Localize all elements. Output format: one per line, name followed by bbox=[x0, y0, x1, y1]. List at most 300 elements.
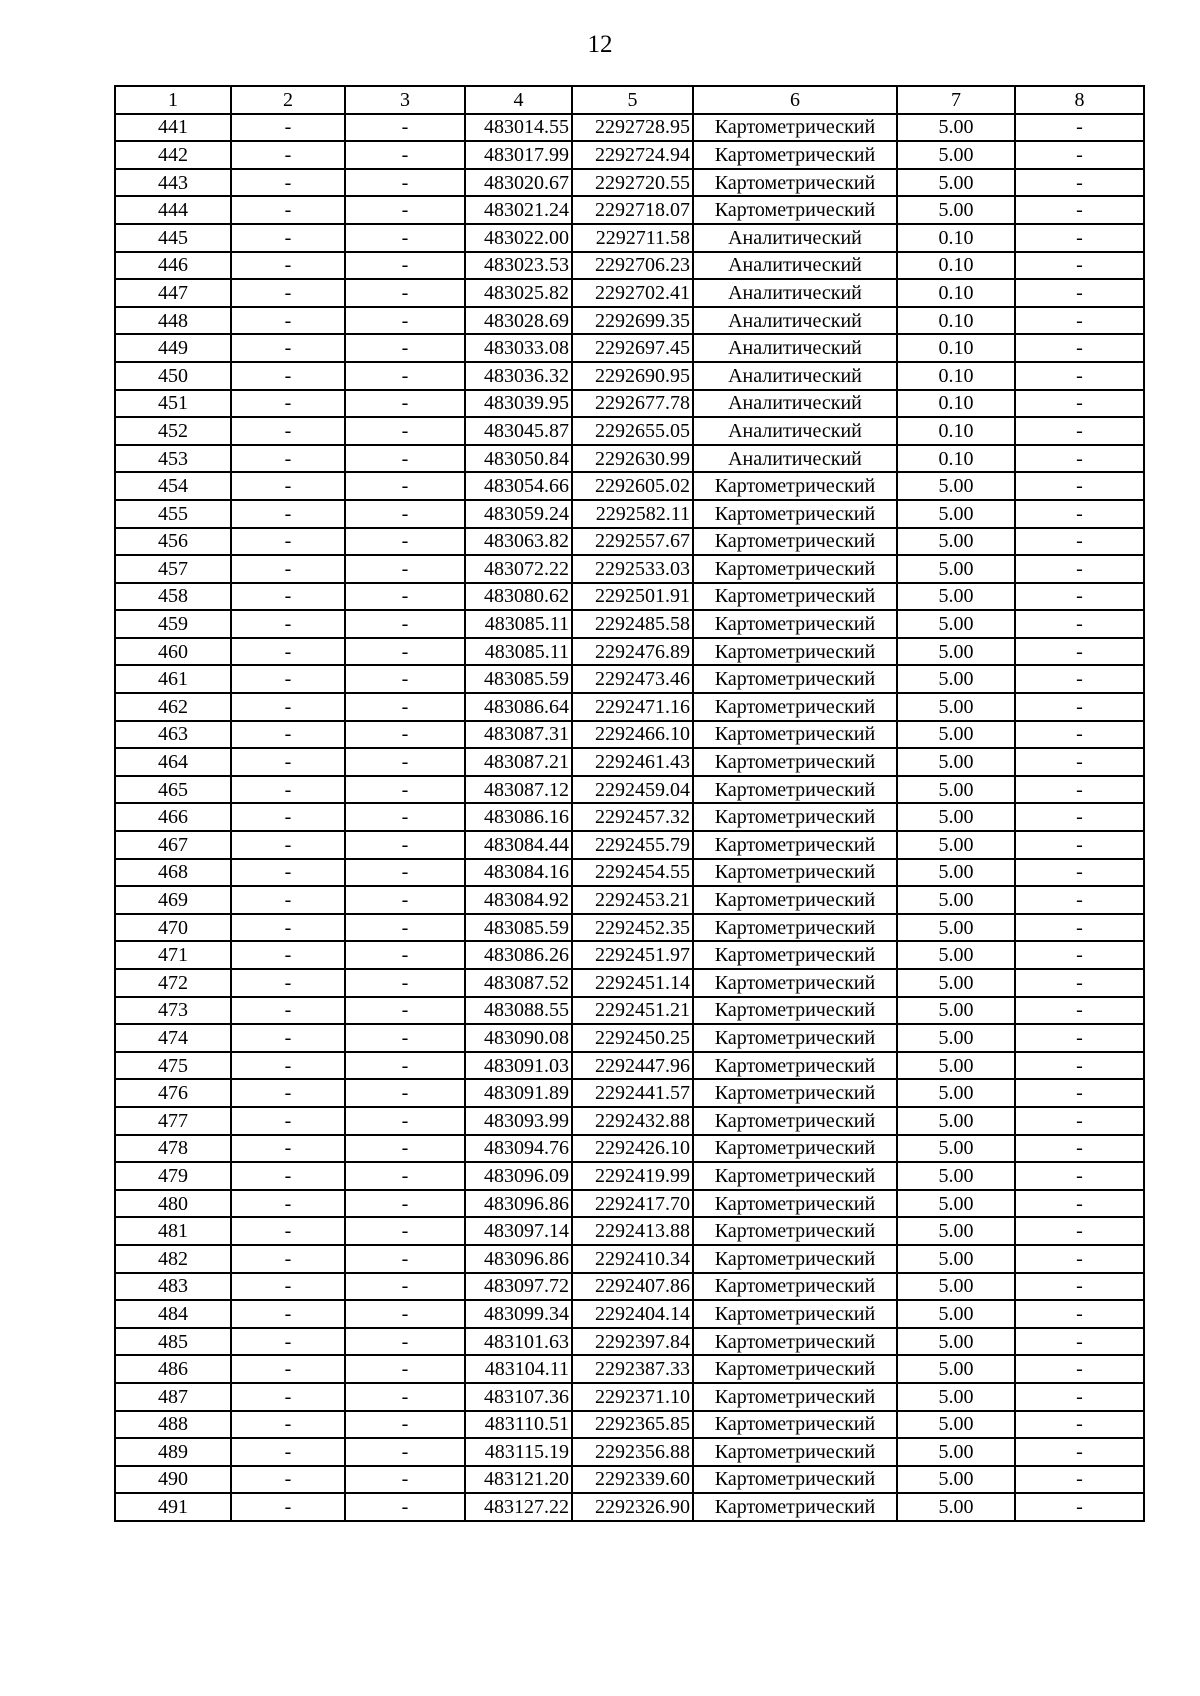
cell-coord-y: 2292711.58 bbox=[572, 224, 693, 252]
cell-col-8: - bbox=[1015, 1273, 1144, 1301]
page-number: 12 bbox=[587, 31, 613, 58]
cell-col-2: - bbox=[231, 1383, 345, 1411]
cell-col-2: - bbox=[231, 1135, 345, 1163]
cell-col-8: - bbox=[1015, 1300, 1144, 1328]
cell-method: Аналитический bbox=[693, 390, 897, 418]
cell-point-number: 463 bbox=[115, 721, 231, 749]
cell-coord-y: 2292404.14 bbox=[572, 1300, 693, 1328]
cell-coord-x: 483090.08 bbox=[465, 1024, 572, 1052]
cell-accuracy: 5.00 bbox=[897, 141, 1015, 169]
cell-coord-x: 483084.44 bbox=[465, 831, 572, 859]
table-row bbox=[115, 1411, 1144, 1439]
table-row bbox=[115, 1079, 1144, 1107]
table-row bbox=[115, 997, 1144, 1025]
cell-point-number: 490 bbox=[115, 1466, 231, 1494]
table-row bbox=[115, 1493, 1144, 1521]
cell-coord-y: 2292720.55 bbox=[572, 169, 693, 197]
cell-coord-y: 2292485.58 bbox=[572, 610, 693, 638]
table-row bbox=[115, 334, 1144, 362]
cell-coord-y: 2292397.84 bbox=[572, 1328, 693, 1356]
cell-method: Картометрический bbox=[693, 1135, 897, 1163]
cell-col-3: - bbox=[345, 997, 465, 1025]
cell-point-number: 484 bbox=[115, 1300, 231, 1328]
cell-point-number: 469 bbox=[115, 886, 231, 914]
cell-point-number: 483 bbox=[115, 1273, 231, 1301]
cell-col-8: - bbox=[1015, 390, 1144, 418]
cell-col-2: - bbox=[231, 693, 345, 721]
cell-col-2: - bbox=[231, 390, 345, 418]
cell-point-number: 461 bbox=[115, 665, 231, 693]
cell-method: Картометрический bbox=[693, 1052, 897, 1080]
cell-coord-x: 483085.59 bbox=[465, 914, 572, 942]
cell-coord-y: 2292410.34 bbox=[572, 1245, 693, 1273]
cell-col-2: - bbox=[231, 969, 345, 997]
cell-col-8: - bbox=[1015, 776, 1144, 804]
table-row bbox=[115, 831, 1144, 859]
table-row bbox=[115, 445, 1144, 473]
cell-coord-x: 483096.86 bbox=[465, 1190, 572, 1218]
cell-accuracy: 0.10 bbox=[897, 279, 1015, 307]
cell-col-2: - bbox=[231, 1079, 345, 1107]
table-row bbox=[115, 721, 1144, 749]
cell-accuracy: 5.00 bbox=[897, 1052, 1015, 1080]
cell-accuracy: 5.00 bbox=[897, 1383, 1015, 1411]
table-row bbox=[115, 362, 1144, 390]
cell-col-3: - bbox=[345, 334, 465, 362]
cell-point-number: 462 bbox=[115, 693, 231, 721]
cell-point-number: 487 bbox=[115, 1383, 231, 1411]
cell-coord-x: 483085.59 bbox=[465, 665, 572, 693]
cell-accuracy: 5.00 bbox=[897, 831, 1015, 859]
cell-method: Картометрический bbox=[693, 721, 897, 749]
cell-col-3: - bbox=[345, 1079, 465, 1107]
cell-col-2: - bbox=[231, 914, 345, 942]
cell-point-number: 477 bbox=[115, 1107, 231, 1135]
coordinates-table bbox=[114, 85, 1145, 1522]
cell-accuracy: 0.10 bbox=[897, 252, 1015, 280]
cell-method: Картометрический bbox=[693, 169, 897, 197]
cell-coord-y: 2292441.57 bbox=[572, 1079, 693, 1107]
cell-coord-y: 2292407.86 bbox=[572, 1273, 693, 1301]
cell-col-3: - bbox=[345, 417, 465, 445]
cell-col-3: - bbox=[345, 472, 465, 500]
cell-col-3: - bbox=[345, 941, 465, 969]
cell-coord-y: 2292339.60 bbox=[572, 1466, 693, 1494]
cell-accuracy: 5.00 bbox=[897, 803, 1015, 831]
cell-col-2: - bbox=[231, 472, 345, 500]
cell-col-2: - bbox=[231, 748, 345, 776]
cell-accuracy: 5.00 bbox=[897, 1245, 1015, 1273]
cell-point-number: 491 bbox=[115, 1493, 231, 1521]
table-row bbox=[115, 279, 1144, 307]
cell-col-8: - bbox=[1015, 114, 1144, 142]
table-row bbox=[115, 803, 1144, 831]
cell-coord-y: 2292533.03 bbox=[572, 555, 693, 583]
table-row bbox=[115, 1383, 1144, 1411]
cell-col-2: - bbox=[231, 776, 345, 804]
cell-col-3: - bbox=[345, 1438, 465, 1466]
cell-col-3: - bbox=[345, 1052, 465, 1080]
cell-col-3: - bbox=[345, 1328, 465, 1356]
cell-col-3: - bbox=[345, 831, 465, 859]
column-header-6: 6 bbox=[693, 86, 897, 114]
cell-accuracy: 5.00 bbox=[897, 721, 1015, 749]
cell-accuracy: 5.00 bbox=[897, 638, 1015, 666]
cell-accuracy: 0.10 bbox=[897, 224, 1015, 252]
cell-accuracy: 5.00 bbox=[897, 583, 1015, 611]
cell-col-2: - bbox=[231, 362, 345, 390]
cell-method: Картометрический bbox=[693, 803, 897, 831]
cell-col-8: - bbox=[1015, 169, 1144, 197]
cell-coord-x: 483045.87 bbox=[465, 417, 572, 445]
cell-col-8: - bbox=[1015, 555, 1144, 583]
cell-col-3: - bbox=[345, 1245, 465, 1273]
table-row bbox=[115, 1162, 1144, 1190]
cell-accuracy: 5.00 bbox=[897, 169, 1015, 197]
cell-col-8: - bbox=[1015, 362, 1144, 390]
cell-accuracy: 5.00 bbox=[897, 1300, 1015, 1328]
cell-col-8: - bbox=[1015, 1052, 1144, 1080]
cell-accuracy: 5.00 bbox=[897, 914, 1015, 942]
table-row bbox=[115, 307, 1144, 335]
cell-coord-x: 483104.11 bbox=[465, 1355, 572, 1383]
cell-method: Картометрический bbox=[693, 500, 897, 528]
cell-method: Аналитический bbox=[693, 224, 897, 252]
cell-col-3: - bbox=[345, 307, 465, 335]
cell-col-2: - bbox=[231, 1438, 345, 1466]
cell-coord-y: 2292706.23 bbox=[572, 252, 693, 280]
cell-coord-y: 2292450.25 bbox=[572, 1024, 693, 1052]
table-row bbox=[115, 1190, 1144, 1218]
cell-coord-x: 483054.66 bbox=[465, 472, 572, 500]
cell-accuracy: 0.10 bbox=[897, 334, 1015, 362]
table-row bbox=[115, 1355, 1144, 1383]
cell-coord-y: 2292451.21 bbox=[572, 997, 693, 1025]
table-header-row bbox=[115, 86, 1144, 114]
cell-coord-y: 2292451.14 bbox=[572, 969, 693, 997]
cell-coord-x: 483017.99 bbox=[465, 141, 572, 169]
cell-method: Картометрический bbox=[693, 472, 897, 500]
cell-coord-y: 2292466.10 bbox=[572, 721, 693, 749]
cell-accuracy: 0.10 bbox=[897, 445, 1015, 473]
cell-method: Картометрический bbox=[693, 1162, 897, 1190]
cell-coord-x: 483091.89 bbox=[465, 1079, 572, 1107]
cell-point-number: 453 bbox=[115, 445, 231, 473]
cell-col-3: - bbox=[345, 610, 465, 638]
cell-col-3: - bbox=[345, 914, 465, 942]
cell-col-2: - bbox=[231, 279, 345, 307]
column-header-1: 1 bbox=[115, 86, 231, 114]
cell-col-2: - bbox=[231, 803, 345, 831]
table-row bbox=[115, 914, 1144, 942]
cell-col-3: - bbox=[345, 279, 465, 307]
cell-coord-y: 2292432.88 bbox=[572, 1107, 693, 1135]
cell-coord-x: 483093.99 bbox=[465, 1107, 572, 1135]
cell-point-number: 451 bbox=[115, 390, 231, 418]
cell-col-2: - bbox=[231, 1273, 345, 1301]
cell-col-8: - bbox=[1015, 1024, 1144, 1052]
cell-coord-x: 483025.82 bbox=[465, 279, 572, 307]
cell-point-number: 466 bbox=[115, 803, 231, 831]
cell-coord-y: 2292473.46 bbox=[572, 665, 693, 693]
cell-col-3: - bbox=[345, 390, 465, 418]
cell-col-3: - bbox=[345, 555, 465, 583]
cell-point-number: 473 bbox=[115, 997, 231, 1025]
cell-method: Картометрический bbox=[693, 610, 897, 638]
cell-col-2: - bbox=[231, 1162, 345, 1190]
table-row bbox=[115, 169, 1144, 197]
cell-coord-y: 2292426.10 bbox=[572, 1135, 693, 1163]
cell-method: Картометрический bbox=[693, 1217, 897, 1245]
cell-coord-y: 2292371.10 bbox=[572, 1383, 693, 1411]
cell-coord-x: 483020.67 bbox=[465, 169, 572, 197]
cell-point-number: 474 bbox=[115, 1024, 231, 1052]
cell-method: Картометрический bbox=[693, 914, 897, 942]
cell-col-2: - bbox=[231, 196, 345, 224]
cell-accuracy: 5.00 bbox=[897, 941, 1015, 969]
cell-accuracy: 5.00 bbox=[897, 693, 1015, 721]
cell-coord-x: 483084.16 bbox=[465, 859, 572, 887]
cell-coord-y: 2292605.02 bbox=[572, 472, 693, 500]
cell-method: Картометрический bbox=[693, 1438, 897, 1466]
cell-col-2: - bbox=[231, 334, 345, 362]
cell-coord-x: 483050.84 bbox=[465, 445, 572, 473]
cell-coord-y: 2292451.97 bbox=[572, 941, 693, 969]
cell-point-number: 471 bbox=[115, 941, 231, 969]
cell-col-3: - bbox=[345, 1217, 465, 1245]
table-row bbox=[115, 1300, 1144, 1328]
cell-coord-y: 2292387.33 bbox=[572, 1355, 693, 1383]
cell-accuracy: 5.00 bbox=[897, 1273, 1015, 1301]
cell-coord-x: 483115.19 bbox=[465, 1438, 572, 1466]
cell-coord-x: 483127.22 bbox=[465, 1493, 572, 1521]
cell-col-2: - bbox=[231, 1024, 345, 1052]
cell-point-number: 467 bbox=[115, 831, 231, 859]
cell-col-3: - bbox=[345, 1300, 465, 1328]
cell-point-number: 480 bbox=[115, 1190, 231, 1218]
cell-col-2: - bbox=[231, 1300, 345, 1328]
cell-method: Картометрический bbox=[693, 1024, 897, 1052]
cell-coord-x: 483097.14 bbox=[465, 1217, 572, 1245]
cell-col-3: - bbox=[345, 528, 465, 556]
cell-point-number: 488 bbox=[115, 1411, 231, 1439]
cell-coord-x: 483085.11 bbox=[465, 610, 572, 638]
cell-col-2: - bbox=[231, 610, 345, 638]
cell-col-8: - bbox=[1015, 914, 1144, 942]
cell-accuracy: 5.00 bbox=[897, 1079, 1015, 1107]
cell-coord-y: 2292476.89 bbox=[572, 638, 693, 666]
cell-accuracy: 5.00 bbox=[897, 969, 1015, 997]
table-row bbox=[115, 141, 1144, 169]
cell-col-3: - bbox=[345, 1162, 465, 1190]
table-row bbox=[115, 583, 1144, 611]
cell-coord-y: 2292630.99 bbox=[572, 445, 693, 473]
cell-point-number: 481 bbox=[115, 1217, 231, 1245]
cell-method: Картометрический bbox=[693, 1245, 897, 1273]
cell-point-number: 489 bbox=[115, 1438, 231, 1466]
cell-point-number: 468 bbox=[115, 859, 231, 887]
table-row bbox=[115, 472, 1144, 500]
cell-point-number: 465 bbox=[115, 776, 231, 804]
column-header-4: 4 bbox=[465, 86, 572, 114]
cell-point-number: 455 bbox=[115, 500, 231, 528]
cell-method: Картометрический bbox=[693, 941, 897, 969]
cell-col-3: - bbox=[345, 638, 465, 666]
cell-method: Картометрический bbox=[693, 1273, 897, 1301]
cell-col-3: - bbox=[345, 583, 465, 611]
cell-col-3: - bbox=[345, 1355, 465, 1383]
cell-col-2: - bbox=[231, 417, 345, 445]
cell-coord-y: 2292697.45 bbox=[572, 334, 693, 362]
cell-point-number: 447 bbox=[115, 279, 231, 307]
cell-col-8: - bbox=[1015, 528, 1144, 556]
table-row bbox=[115, 1024, 1144, 1052]
cell-col-8: - bbox=[1015, 803, 1144, 831]
cell-accuracy: 0.10 bbox=[897, 307, 1015, 335]
cell-col-2: - bbox=[231, 1493, 345, 1521]
cell-method: Картометрический bbox=[693, 141, 897, 169]
cell-accuracy: 0.10 bbox=[897, 390, 1015, 418]
cell-method: Картометрический bbox=[693, 969, 897, 997]
cell-col-3: - bbox=[345, 776, 465, 804]
cell-col-2: - bbox=[231, 721, 345, 749]
cell-accuracy: 5.00 bbox=[897, 528, 1015, 556]
table-row bbox=[115, 417, 1144, 445]
cell-coord-y: 2292699.35 bbox=[572, 307, 693, 335]
cell-coord-y: 2292461.43 bbox=[572, 748, 693, 776]
cell-col-8: - bbox=[1015, 583, 1144, 611]
cell-col-8: - bbox=[1015, 252, 1144, 280]
cell-accuracy: 0.10 bbox=[897, 362, 1015, 390]
cell-method: Картометрический bbox=[693, 776, 897, 804]
cell-col-2: - bbox=[231, 224, 345, 252]
table-row bbox=[115, 1217, 1144, 1245]
cell-method: Картометрический bbox=[693, 1383, 897, 1411]
cell-point-number: 475 bbox=[115, 1052, 231, 1080]
cell-point-number: 446 bbox=[115, 252, 231, 280]
cell-point-number: 478 bbox=[115, 1135, 231, 1163]
cell-method: Картометрический bbox=[693, 528, 897, 556]
cell-col-8: - bbox=[1015, 1135, 1144, 1163]
table-row bbox=[115, 555, 1144, 583]
table-row bbox=[115, 1328, 1144, 1356]
column-header-2: 2 bbox=[231, 86, 345, 114]
cell-col-2: - bbox=[231, 114, 345, 142]
cell-coord-y: 2292677.78 bbox=[572, 390, 693, 418]
cell-col-8: - bbox=[1015, 997, 1144, 1025]
cell-col-2: - bbox=[231, 583, 345, 611]
cell-col-2: - bbox=[231, 1328, 345, 1356]
column-header-7: 7 bbox=[897, 86, 1015, 114]
cell-col-8: - bbox=[1015, 859, 1144, 887]
cell-col-2: - bbox=[231, 252, 345, 280]
cell-coord-y: 2292419.99 bbox=[572, 1162, 693, 1190]
table-row bbox=[115, 1438, 1144, 1466]
cell-coord-x: 483063.82 bbox=[465, 528, 572, 556]
cell-accuracy: 5.00 bbox=[897, 1411, 1015, 1439]
cell-coord-x: 483086.26 bbox=[465, 941, 572, 969]
cell-col-8: - bbox=[1015, 279, 1144, 307]
cell-method: Аналитический bbox=[693, 334, 897, 362]
cell-accuracy: 5.00 bbox=[897, 776, 1015, 804]
cell-col-3: - bbox=[345, 721, 465, 749]
table-row bbox=[115, 114, 1144, 142]
cell-accuracy: 5.00 bbox=[897, 1438, 1015, 1466]
cell-coord-y: 2292501.91 bbox=[572, 583, 693, 611]
cell-method: Аналитический bbox=[693, 279, 897, 307]
cell-method: Картометрический bbox=[693, 859, 897, 887]
cell-point-number: 450 bbox=[115, 362, 231, 390]
table-row bbox=[115, 748, 1144, 776]
cell-col-8: - bbox=[1015, 1493, 1144, 1521]
table-row bbox=[115, 1107, 1144, 1135]
cell-coord-y: 2292728.95 bbox=[572, 114, 693, 142]
table-row bbox=[115, 859, 1144, 887]
table-row bbox=[115, 610, 1144, 638]
cell-coord-x: 483014.55 bbox=[465, 114, 572, 142]
cell-col-8: - bbox=[1015, 1217, 1144, 1245]
cell-col-3: - bbox=[345, 224, 465, 252]
cell-accuracy: 5.00 bbox=[897, 886, 1015, 914]
cell-coord-x: 483091.03 bbox=[465, 1052, 572, 1080]
cell-coord-y: 2292365.85 bbox=[572, 1411, 693, 1439]
cell-col-2: - bbox=[231, 1052, 345, 1080]
cell-accuracy: 0.10 bbox=[897, 417, 1015, 445]
cell-accuracy: 5.00 bbox=[897, 114, 1015, 142]
cell-coord-x: 483072.22 bbox=[465, 555, 572, 583]
table-row bbox=[115, 252, 1144, 280]
cell-coord-y: 2292326.90 bbox=[572, 1493, 693, 1521]
cell-col-2: - bbox=[231, 1217, 345, 1245]
cell-col-2: - bbox=[231, 859, 345, 887]
cell-method: Картометрический bbox=[693, 1355, 897, 1383]
table-row bbox=[115, 665, 1144, 693]
cell-coord-x: 483080.62 bbox=[465, 583, 572, 611]
cell-accuracy: 5.00 bbox=[897, 196, 1015, 224]
cell-col-2: - bbox=[231, 638, 345, 666]
cell-accuracy: 5.00 bbox=[897, 610, 1015, 638]
cell-coord-y: 2292453.21 bbox=[572, 886, 693, 914]
cell-coord-x: 483039.95 bbox=[465, 390, 572, 418]
cell-coord-x: 483087.21 bbox=[465, 748, 572, 776]
cell-point-number: 482 bbox=[115, 1245, 231, 1273]
cell-col-8: - bbox=[1015, 1466, 1144, 1494]
cell-accuracy: 5.00 bbox=[897, 748, 1015, 776]
cell-accuracy: 5.00 bbox=[897, 1135, 1015, 1163]
cell-col-8: - bbox=[1015, 665, 1144, 693]
cell-accuracy: 5.00 bbox=[897, 1217, 1015, 1245]
cell-method: Картометрический bbox=[693, 1079, 897, 1107]
cell-col-8: - bbox=[1015, 1190, 1144, 1218]
cell-coord-x: 483028.69 bbox=[465, 307, 572, 335]
cell-col-3: - bbox=[345, 169, 465, 197]
cell-col-8: - bbox=[1015, 693, 1144, 721]
cell-coord-y: 2292454.55 bbox=[572, 859, 693, 887]
column-header-8: 8 bbox=[1015, 86, 1144, 114]
cell-coord-x: 483097.72 bbox=[465, 1273, 572, 1301]
cell-col-2: - bbox=[231, 445, 345, 473]
cell-accuracy: 5.00 bbox=[897, 1190, 1015, 1218]
cell-col-2: - bbox=[231, 1466, 345, 1494]
cell-col-8: - bbox=[1015, 1438, 1144, 1466]
cell-method: Аналитический bbox=[693, 362, 897, 390]
cell-col-2: - bbox=[231, 528, 345, 556]
cell-col-3: - bbox=[345, 859, 465, 887]
cell-point-number: 459 bbox=[115, 610, 231, 638]
cell-col-2: - bbox=[231, 307, 345, 335]
cell-col-2: - bbox=[231, 1190, 345, 1218]
cell-coord-x: 483021.24 bbox=[465, 196, 572, 224]
